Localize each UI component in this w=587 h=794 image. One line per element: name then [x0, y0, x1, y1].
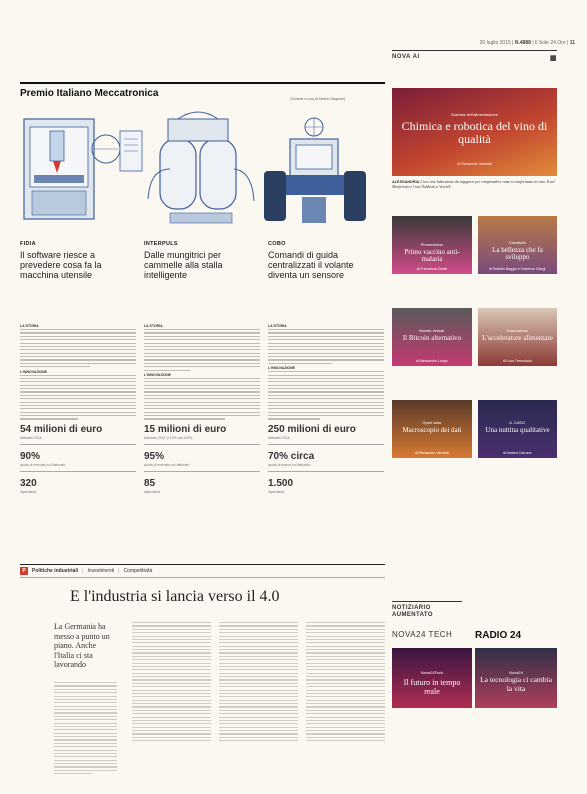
stat-employees: 1.500 [268, 477, 294, 489]
article-headline: E l'industria si lancia verso il 4.0 [70, 588, 280, 605]
stat-employees-label: dipendenti [20, 489, 37, 494]
right-sidebar [392, 50, 557, 455]
sidebar-header [392, 50, 557, 62]
article-column [219, 622, 298, 744]
card-bellezza[interactable]: Creatività La bellezza che fa sviluppo di Rodolfo Baggio e Vincenzo Giorgi [478, 216, 558, 274]
sidebar-title: NOVA AI [392, 54, 420, 60]
stat-share: 90% [20, 450, 41, 462]
stat-share-label: quota di mercato sul fatturato [144, 462, 190, 467]
hero-byline: di Piersandro Vernoldi [457, 162, 492, 166]
subhead-label: LA STORIA [144, 324, 163, 328]
body-text [144, 324, 260, 420]
card-nuttina[interactable]: IL CASO Una nuttina qualitative di Andrea Carrone [478, 400, 558, 458]
card-malaria[interactable]: Prevenzione Primo vaccino anti-malaria di Francesca Cerati [392, 216, 472, 274]
hero-card[interactable] [392, 88, 557, 176]
subhead-label: L'INNOVAZIONE [20, 369, 48, 374]
tile-nova24tech[interactable]: NOVA24 TECH Nova24Tech Il futuro in tempo reale [392, 630, 472, 738]
cnc-machine-icon [24, 119, 142, 219]
illustration [20, 109, 385, 231]
stat-revenue: 250 milioni di euro [268, 423, 356, 435]
stat-revenue-label: fatturato 2016 [268, 435, 290, 440]
folio-section: Il Sole 24 Ore [535, 40, 566, 46]
stat-share-label: quota di export sul fatturato [268, 462, 311, 467]
company-headline: Comandi di guida centralizzati il volante diventa un sensore [268, 250, 354, 280]
hero-caption: ALESSANDRIA L'uve rese laboratorio da ingegneri per comprendere come si trasformano in vino. Il nel Monferrato e l'uva Nebbiolo a Vercelli [392, 180, 555, 189]
hero-kicker: Scienza dell'alimentazione [450, 112, 498, 117]
tile-brand: RADIO 24 [475, 630, 522, 641]
tag-investimenti[interactable]: Investimenti [87, 568, 115, 574]
tile-title: La tecnologia ci cambia la vita [480, 675, 552, 693]
article-column [132, 622, 211, 744]
company-column-cobo [268, 241, 384, 494]
company-headline: Il software riesce a prevedere cosa fa la macchina utensile [20, 250, 102, 280]
milking-machine-icon [148, 112, 254, 223]
folio: 26 luglio 2015 | N.4888 | Il Sole 24 Ore | 11 [479, 40, 575, 46]
section-logo-icon: P [20, 567, 28, 575]
card-macroscopio[interactable]: Open data Macroscopio dei dati di Piersandro Vernoldi [392, 400, 472, 458]
company-columns [20, 241, 385, 494]
stat-revenue: 54 milioni di euro [20, 423, 103, 435]
stat-revenue-label: fatturato 2016 [20, 435, 42, 440]
tag-politiche[interactable]: Politiche industriali [32, 568, 79, 574]
stat-revenue: 15 milioni di euro [144, 423, 227, 435]
machines-illustration [20, 109, 385, 231]
stat-revenue-label: fatturato 2016 (+10% dal 2009) [144, 435, 193, 440]
stat-employees: 320 [20, 477, 37, 489]
company-name: FIDIA [20, 241, 36, 247]
stat-share: 95% [144, 450, 165, 462]
company-name: COBO [268, 241, 286, 247]
article-lead-body [54, 682, 117, 777]
body-text [20, 324, 136, 420]
folio-date: 26 luglio 2015 [479, 40, 511, 46]
section-title: Premio Italiano Meccatronica [20, 88, 159, 99]
stat-share-label: quota di mercato sul fatturato [20, 462, 66, 467]
company-column-fidia [20, 241, 136, 494]
article-body [132, 622, 387, 744]
topic-tags: P Politiche industriali | Investimenti | Competitività [20, 564, 385, 578]
company-name: INTERPULS [144, 241, 178, 247]
qr-code-icon: ▦ [549, 55, 557, 62]
credit: [Schede a cura di Alberto Magnani] [290, 97, 345, 101]
subhead-label: L'INNOVAZIONE [268, 366, 296, 371]
folio-page: 11 [569, 40, 575, 46]
card-acceleratore[interactable]: Innovazione L'acceleratore alimentare di Luca Tremolada [478, 308, 558, 366]
folio-issue: N.4888 [514, 40, 531, 46]
stat-share: 70% circa [268, 450, 315, 462]
tile-title: Il futuro in tempo reale [403, 678, 461, 696]
stat-employees-label: dipendenti [268, 489, 285, 494]
article-column [306, 622, 385, 744]
subhead-label: LA STORIA [20, 324, 39, 328]
card-bitcoin[interactable]: Mondo virtuali Il Bitcoin alternativo di Alessandro Longo [392, 308, 472, 366]
tile-brand: NOVA24 TECH [392, 630, 453, 639]
tile-radio24[interactable]: RADIO 24 Nova24 La tecnologia ci cambia la vita [475, 630, 557, 738]
subhead-label: LA STORIA [268, 324, 287, 328]
stat-employees-label: dipendenti [144, 489, 161, 494]
tag-competitivita[interactable]: Competitività [123, 568, 153, 574]
company-headline: Dalle mungitrici per cammelle alla stalla intelligente [144, 250, 223, 280]
stat-employees: 85 [144, 477, 156, 489]
company-column-interpuls [144, 241, 260, 494]
main-feature [20, 82, 385, 494]
notiziario-header: NOTIZIARIO AUMENTATO [392, 601, 462, 619]
article-lead: La Germania ha messo a punto un piano. Anche l'Italia ci sta lavorando [54, 622, 110, 669]
hero-title: Chimica e robotica del vino di qualità [401, 119, 548, 146]
section-rule [20, 82, 385, 84]
tractor-icon [264, 118, 366, 223]
body-text [268, 324, 384, 420]
subhead-label: L'INNOVAZIONE [144, 372, 172, 377]
page-header [0, 0, 587, 50]
